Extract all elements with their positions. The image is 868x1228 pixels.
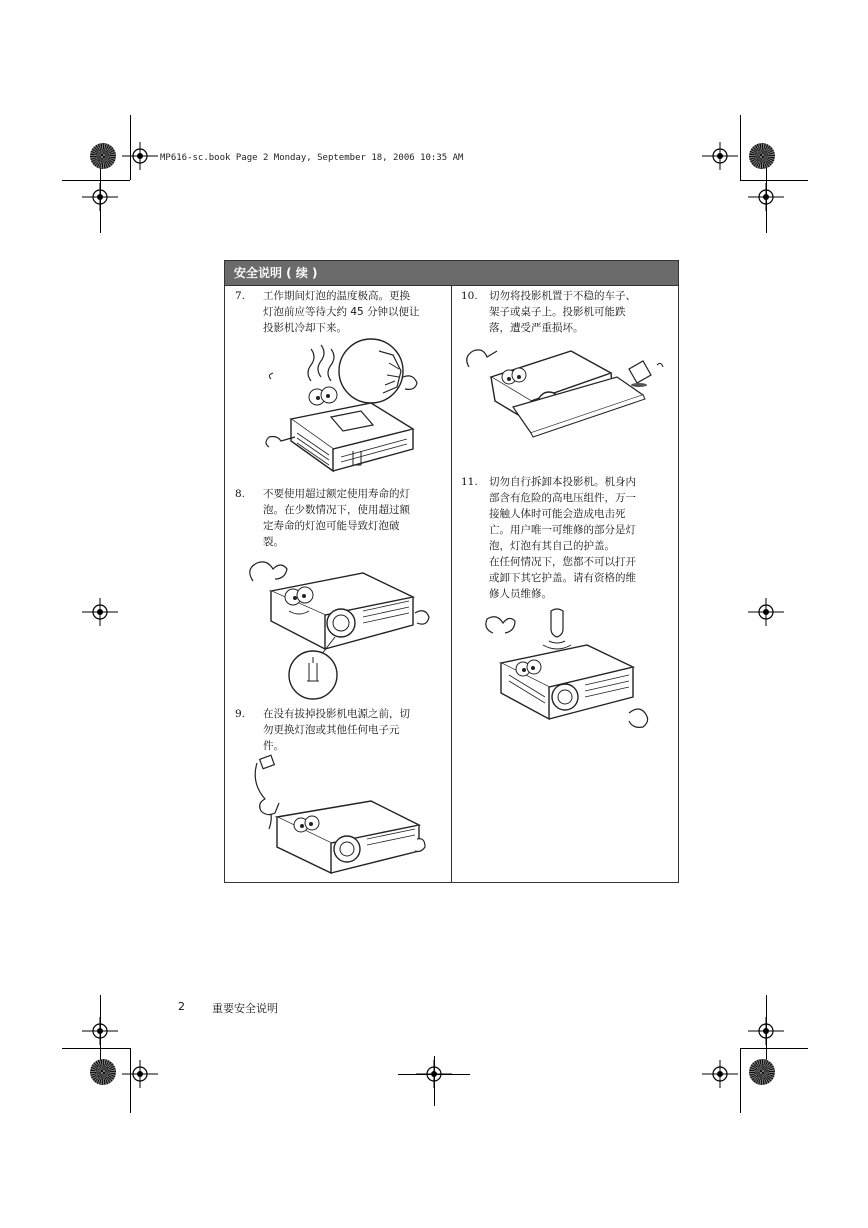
text-line: 切勿自行拆卸本投影机。机身内 bbox=[489, 476, 636, 488]
item-number: 10. bbox=[461, 290, 478, 302]
crosshair-registration-icon bbox=[82, 1017, 118, 1045]
item-text bbox=[489, 474, 675, 602]
crosshair-registration-icon bbox=[702, 142, 738, 170]
text-line: 修人员维修。 bbox=[489, 588, 552, 600]
crosshair-registration-icon bbox=[82, 183, 118, 211]
text-line: 件。 bbox=[263, 740, 284, 752]
text-line: 亡。用户唯一可维修的部分是灯 bbox=[489, 524, 636, 536]
old-lamp-illustration bbox=[243, 551, 433, 701]
item-number: 9. bbox=[235, 708, 246, 720]
running-header: MP616-sc.book Page 2 Monday, September 18, 2006 10:35 AM bbox=[160, 153, 464, 163]
crosshair-registration-icon bbox=[82, 598, 118, 626]
text-line: 投影机冷却下来。 bbox=[263, 322, 347, 334]
text-line: 裂。 bbox=[263, 536, 284, 548]
disassembly-warning-illustration bbox=[479, 605, 659, 735]
item-text bbox=[263, 486, 449, 550]
text-line: 在没有拔掉投影机电源之前，切 bbox=[263, 708, 410, 720]
crosshair-registration-icon bbox=[122, 142, 158, 170]
text-line: 接触人体时可能会造成电击死 bbox=[489, 508, 626, 520]
crosshair-registration-icon bbox=[122, 1060, 158, 1088]
rosette-color-bar-icon bbox=[90, 143, 116, 169]
safety-table bbox=[224, 260, 679, 883]
unplug-illustration bbox=[247, 753, 427, 878]
crop-mark bbox=[434, 1056, 435, 1106]
text-line: 工作期间灯泡的温度极高。更换 bbox=[263, 290, 410, 302]
item-text bbox=[489, 288, 675, 336]
text-line: 泡，灯泡有其自己的护盖。 bbox=[489, 540, 615, 552]
hot-lamp-illustration bbox=[261, 337, 421, 482]
text-line: 泡。在少数情况下，使用超过额 bbox=[263, 504, 410, 516]
item-number: 8. bbox=[235, 488, 246, 500]
text-line: 不要使用超过额定使用寿命的灯 bbox=[263, 488, 410, 500]
crosshair-registration-icon bbox=[748, 183, 784, 211]
item-number: 7. bbox=[235, 290, 246, 302]
crosshair-registration-icon bbox=[748, 598, 784, 626]
page-number: 2 bbox=[178, 1000, 185, 1013]
rosette-color-bar-icon bbox=[749, 143, 775, 169]
text-line: 切勿将投影机置于不稳的车子、 bbox=[489, 290, 636, 302]
footer-title: 重要安全说明 bbox=[212, 1002, 278, 1015]
falling-projector-illustration bbox=[461, 337, 671, 457]
text-line: 在任何情况下，您都不可以打开 bbox=[489, 556, 636, 568]
text-line: 勿更换灯泡或其他任何电子元 bbox=[263, 724, 400, 736]
crosshair-registration-icon bbox=[702, 1060, 738, 1088]
text-line: 或卸下其它护盖。请有资格的维 bbox=[489, 572, 636, 584]
item-text bbox=[263, 706, 449, 754]
text-line: 灯泡前应等待大约 45 分钟以便让 bbox=[263, 306, 420, 318]
text-line: 部含有危险的高电压组件，万一 bbox=[489, 492, 636, 504]
rosette-color-bar-icon bbox=[749, 1059, 775, 1085]
crosshair-registration-icon bbox=[748, 1017, 784, 1045]
item-number: 11. bbox=[461, 476, 478, 488]
text-line: 架子或桌子上。投影机可能跌 bbox=[489, 306, 626, 318]
section-title: 安全说明 ( 续 ) bbox=[225, 261, 678, 286]
text-line: 落，遭受严重损坏。 bbox=[489, 322, 584, 334]
rosette-color-bar-icon bbox=[90, 1059, 116, 1085]
text-line: 定寿命的灯泡可能导致灯泡破 bbox=[263, 520, 400, 532]
item-text bbox=[263, 288, 449, 336]
column-divider bbox=[451, 286, 452, 882]
